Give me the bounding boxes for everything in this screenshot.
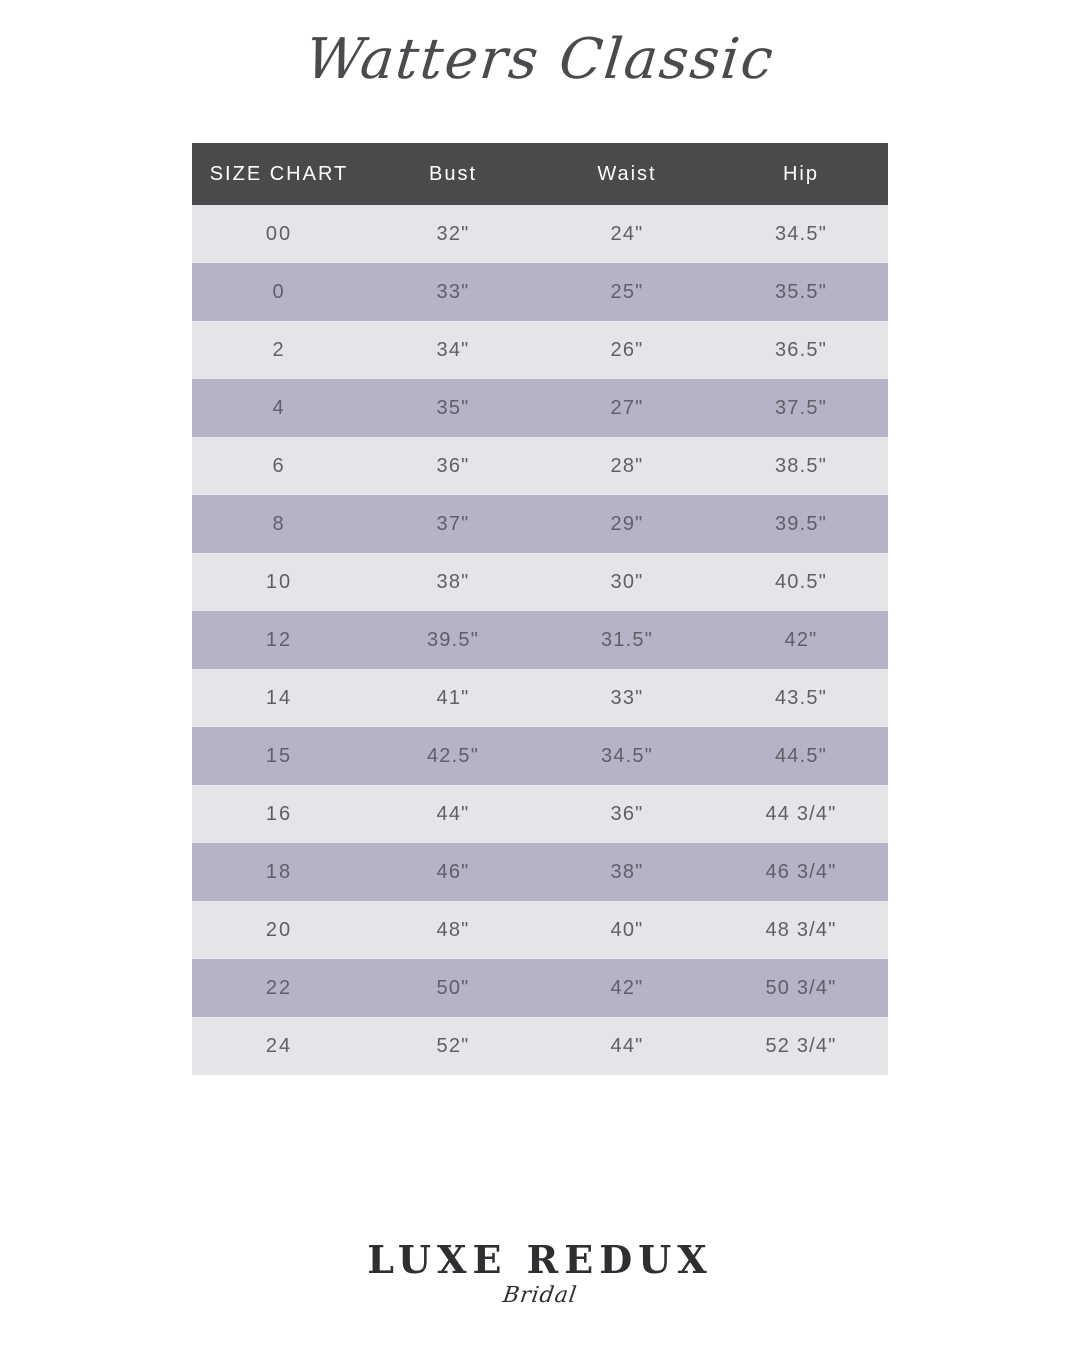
footer-logo	[0, 1237, 1080, 1308]
table-header	[192, 143, 888, 205]
column-header-hip: Hip	[714, 143, 888, 205]
cell-waist: 34.5"	[540, 727, 714, 785]
cell-size: 18	[192, 843, 366, 901]
cell-waist: 30"	[540, 553, 714, 611]
cell-size: 4	[192, 379, 366, 437]
cell-hip: 40.5"	[714, 553, 888, 611]
cell-bust: 35"	[366, 379, 540, 437]
column-header-waist: Waist	[540, 143, 714, 205]
cell-bust: 50"	[366, 959, 540, 1017]
cell-waist: 33"	[540, 669, 714, 727]
table-row	[192, 437, 888, 495]
table-row	[192, 263, 888, 321]
cell-waist: 42"	[540, 959, 714, 1017]
cell-size: 8	[192, 495, 366, 553]
cell-bust: 46"	[366, 843, 540, 901]
cell-hip: 43.5"	[714, 669, 888, 727]
cell-size: 0	[192, 263, 366, 321]
cell-bust: 44"	[366, 785, 540, 843]
table-row	[192, 843, 888, 901]
cell-bust: 52"	[366, 1017, 540, 1075]
brand-name: LUXE REDUX	[367, 1237, 713, 1282]
cell-hip: 48 3/4"	[714, 901, 888, 959]
table-body	[192, 205, 888, 1075]
cell-waist: 44"	[540, 1017, 714, 1075]
cell-waist: 31.5"	[540, 611, 714, 669]
table-row	[192, 727, 888, 785]
cell-hip: 52 3/4"	[714, 1017, 888, 1075]
table-row	[192, 495, 888, 553]
cell-bust: 32"	[366, 205, 540, 263]
column-header-bust: Bust	[366, 143, 540, 205]
cell-hip: 35.5"	[714, 263, 888, 321]
cell-waist: 25"	[540, 263, 714, 321]
table-row	[192, 901, 888, 959]
cell-bust: 36"	[366, 437, 540, 495]
cell-waist: 36"	[540, 785, 714, 843]
cell-bust: 42.5"	[366, 727, 540, 785]
cell-waist: 24"	[540, 205, 714, 263]
cell-hip: 36.5"	[714, 321, 888, 379]
table-row	[192, 611, 888, 669]
cell-hip: 50 3/4"	[714, 959, 888, 1017]
cell-waist: 28"	[540, 437, 714, 495]
size-chart-table	[192, 143, 888, 1075]
cell-waist: 38"	[540, 843, 714, 901]
cell-waist: 40"	[540, 901, 714, 959]
cell-hip: 44 3/4"	[714, 785, 888, 843]
cell-size: 2	[192, 321, 366, 379]
table-row	[192, 669, 888, 727]
cell-size: 16	[192, 785, 366, 843]
table-row	[192, 1017, 888, 1075]
cell-hip: 39.5"	[714, 495, 888, 553]
cell-size: 12	[192, 611, 366, 669]
table-header-row	[192, 143, 888, 205]
cell-size: 15	[192, 727, 366, 785]
cell-hip: 37.5"	[714, 379, 888, 437]
table-row	[192, 379, 888, 437]
cell-bust: 38"	[366, 553, 540, 611]
cell-waist: 27"	[540, 379, 714, 437]
table-row	[192, 321, 888, 379]
cell-size: 00	[192, 205, 366, 263]
table-row	[192, 959, 888, 1017]
table-row	[192, 205, 888, 263]
page-title: Watters Classic	[302, 27, 778, 92]
cell-size: 20	[192, 901, 366, 959]
column-header-size: SIZE CHART	[192, 143, 366, 205]
cell-bust: 37"	[366, 495, 540, 553]
cell-waist: 29"	[540, 495, 714, 553]
brand-tagline: Bridal	[501, 1283, 579, 1308]
cell-bust: 41"	[366, 669, 540, 727]
cell-hip: 42"	[714, 611, 888, 669]
cell-bust: 34"	[366, 321, 540, 379]
cell-size: 6	[192, 437, 366, 495]
table-row	[192, 553, 888, 611]
cell-hip: 38.5"	[714, 437, 888, 495]
cell-bust: 33"	[366, 263, 540, 321]
cell-waist: 26"	[540, 321, 714, 379]
cell-hip: 34.5"	[714, 205, 888, 263]
cell-size: 22	[192, 959, 366, 1017]
cell-hip: 46 3/4"	[714, 843, 888, 901]
cell-hip: 44.5"	[714, 727, 888, 785]
cell-size: 10	[192, 553, 366, 611]
size-chart-table-container	[192, 143, 888, 1075]
cell-bust: 48"	[366, 901, 540, 959]
cell-size: 24	[192, 1017, 366, 1075]
page-title-container	[0, 0, 1080, 93]
table-row	[192, 785, 888, 843]
cell-bust: 39.5"	[366, 611, 540, 669]
cell-size: 14	[192, 669, 366, 727]
